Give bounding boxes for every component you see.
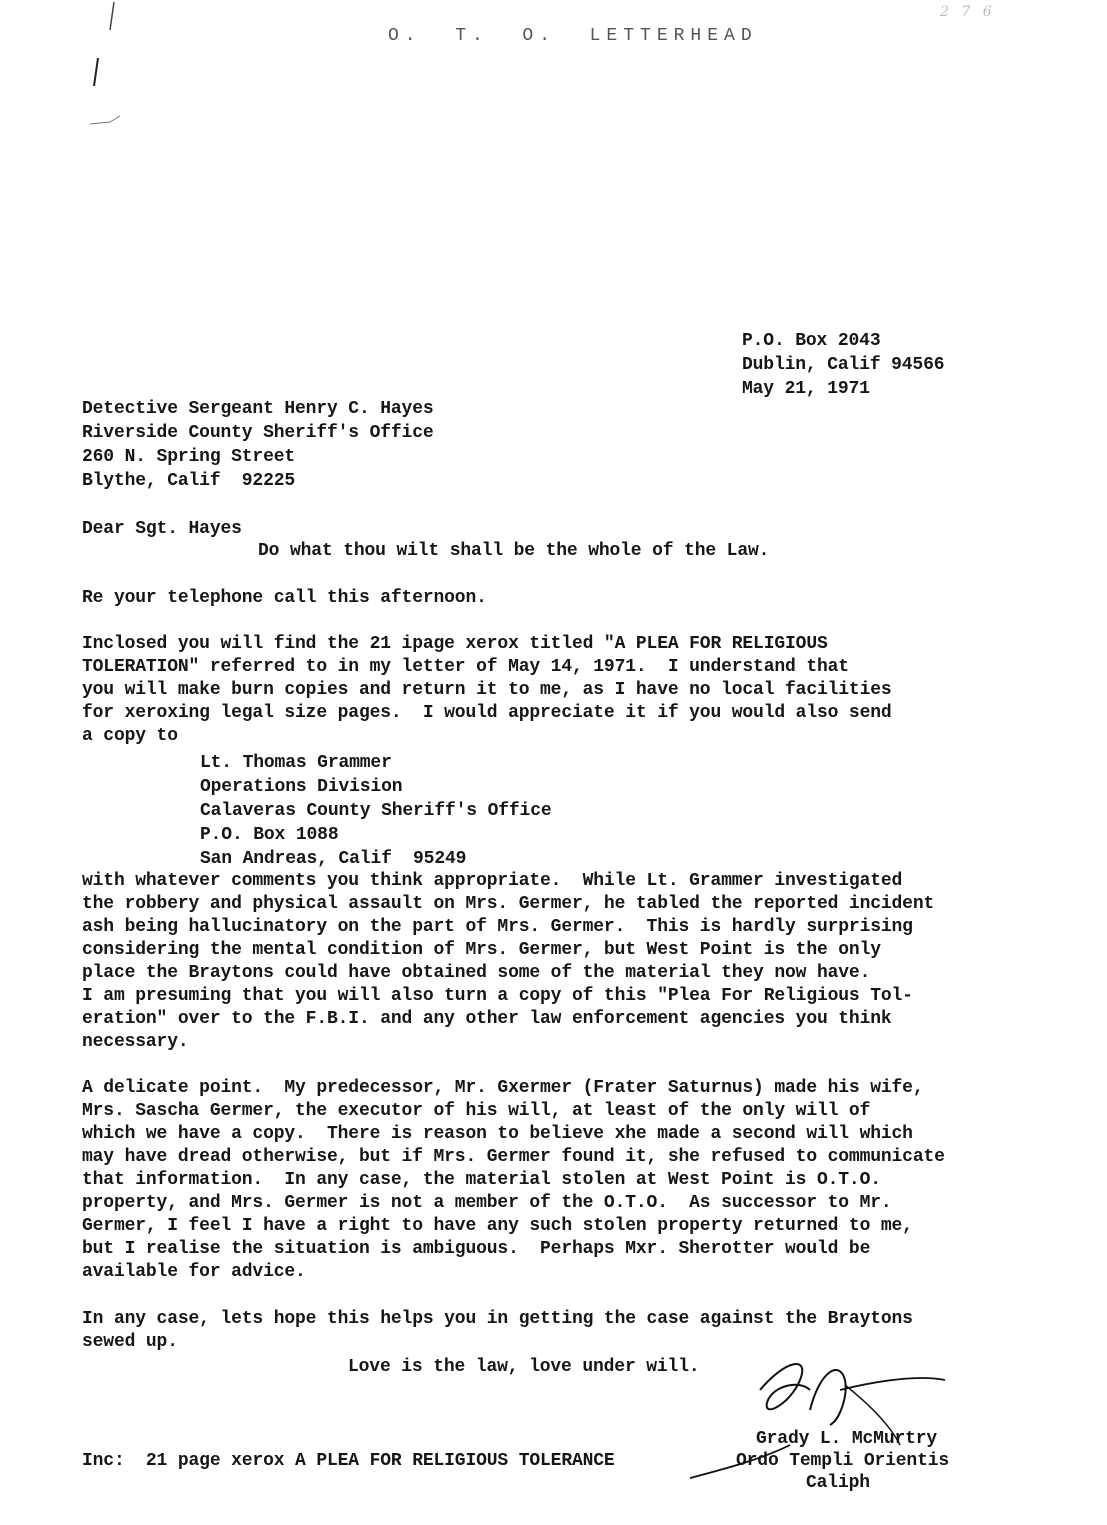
opening-formula: Do what thou wilt shall be the whole of the Law. <box>258 541 770 561</box>
body-line: eration" over to the F.B.I. and any other law enforcement agencies you think <box>82 1009 892 1029</box>
body-line: necessary. <box>82 1032 189 1052</box>
body-line: for xeroxing legal size pages. I would appreciate it if you would also send <box>82 703 892 723</box>
body-line: considering the mental condition of Mrs. Germer, but West Point is the only <box>82 940 881 960</box>
body-line: property, and Mrs. Germer is not a member of the O.T.O. As successor to Mr. <box>82 1193 892 1213</box>
margin-pen-marks <box>80 0 140 130</box>
copy-to-line: Lt. Thomas Grammer <box>200 753 392 773</box>
copy-to-line: San Andreas, Calif 95249 <box>200 849 467 869</box>
copy-to-line: P.O. Box 1088 <box>200 825 339 845</box>
signer-name: Grady L. McMurtry <box>756 1429 938 1449</box>
body-line: which we have a copy. There is reason to believe xhe made a second will which <box>82 1124 913 1144</box>
recipient-address-line: Riverside County Sheriff's Office <box>82 423 434 443</box>
body-line: place the Braytons could have obtained some of the material they now have. <box>82 963 871 983</box>
closing-formula: Love is the law, love under will. <box>348 1357 700 1377</box>
copy-to-line: Calaveras County Sheriff's Office <box>200 801 552 821</box>
body-line: Germer, I feel I have a right to have any such stolen property returned to me, <box>82 1216 913 1236</box>
enclosure-note: Inc: 21 page xerox A PLEA FOR RELIGIOUS TOLERANCE <box>82 1451 615 1471</box>
re-line: Re your telephone call this afternoon. <box>82 588 487 608</box>
copy-to-line: Operations Division <box>200 777 403 797</box>
recipient-address-line: Detective Sergeant Henry C. Hayes <box>82 399 434 419</box>
body-line: but I realise the situation is ambiguous. Perhaps Mxr. Sherotter would be <box>82 1239 871 1259</box>
body-line: Inclosed you will find the 21 ipage xerox titled "A PLEA FOR RELIGIOUS <box>82 634 828 654</box>
body-line: In any case, lets hope this helps you in getting the case against the Braytons <box>82 1309 913 1329</box>
body-line: with whatever comments you think appropriate. While Lt. Grammer investigated <box>82 871 903 891</box>
signer-title: Caliph <box>806 1473 870 1493</box>
letter-date: May 21, 1971 <box>742 379 870 399</box>
corner-archive-mark: 2 7 6 <box>940 4 996 20</box>
body-line: a copy to <box>82 726 178 746</box>
sender-address-line: P.O. Box 2043 <box>742 331 881 351</box>
body-line: sewed up. <box>82 1332 178 1352</box>
body-line: TOLERATION" referred to in my letter of May 14, 1971. I understand that <box>82 657 849 677</box>
body-line: I am presuming that you will also turn a copy of this "Plea For Religious Tol- <box>82 986 913 1006</box>
body-line: that information. In any case, the material stolen at West Point is O.T.O. <box>82 1170 881 1190</box>
body-line: you will make burn copies and return it to me, as I have no local facilities <box>82 680 892 700</box>
body-line: the robbery and physical assault on Mrs. Germer, he tabled the reported incident <box>82 894 935 914</box>
body-line: Mrs. Sascha Germer, the executor of his will, at least of the only will of <box>82 1101 871 1121</box>
body-line: available for advice. <box>82 1262 306 1282</box>
recipient-address-line: 260 N. Spring Street <box>82 447 296 467</box>
body-line: may have dread otherwise, but if Mrs. Germer found it, she refused to communicate <box>82 1147 945 1167</box>
sender-address-line: Dublin, Calif 94566 <box>742 355 945 375</box>
signer-organization: Ordo Templi Orientis <box>736 1451 950 1471</box>
salutation: Dear Sgt. Hayes <box>82 519 242 539</box>
body-line: A delicate point. My predecessor, Mr. Gxermer (Frater Saturnus) made his wife, <box>82 1078 924 1098</box>
body-line: ash being hallucinatory on the part of Mrs. Germer. This is hardly surprising <box>82 917 913 937</box>
letterhead-title: O. T. O. LETTERHEAD <box>388 26 758 46</box>
recipient-address-line: Blythe, Calif 92225 <box>82 471 296 491</box>
